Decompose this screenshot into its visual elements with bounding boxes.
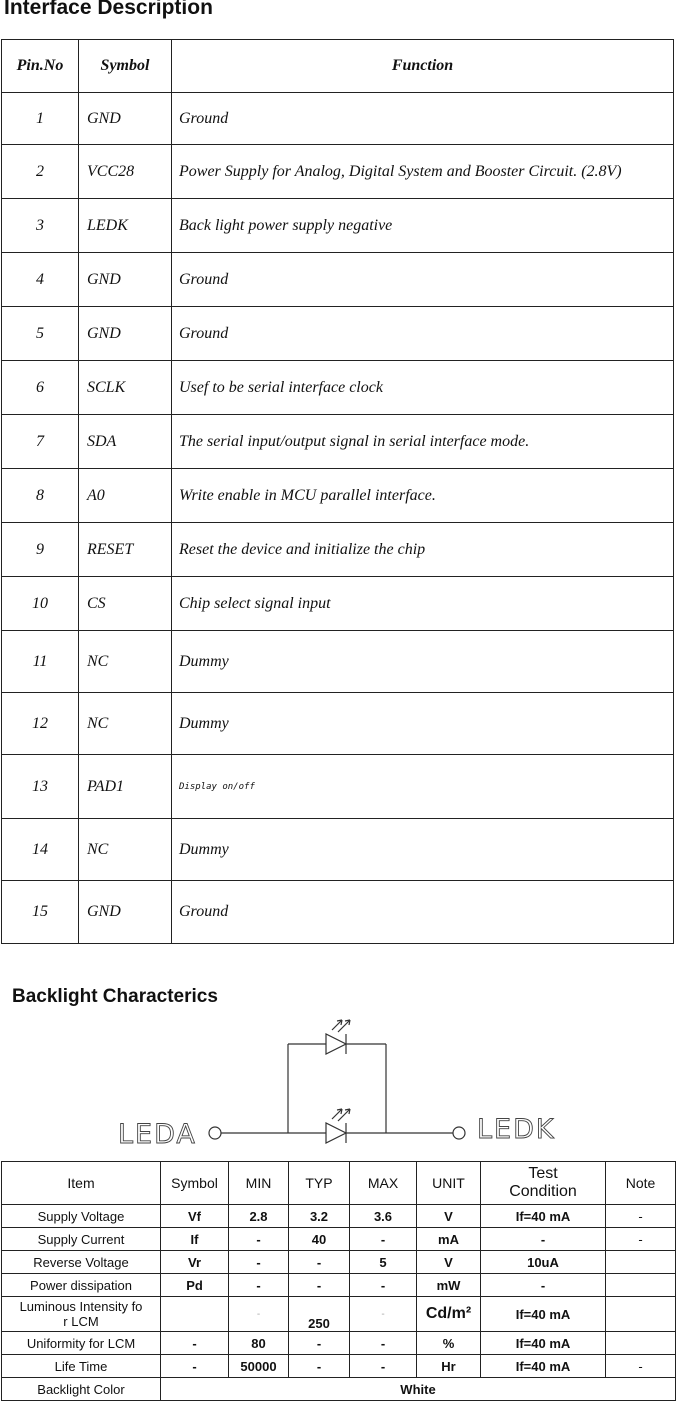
cell-symbol — [161, 1297, 229, 1332]
cell-max: - — [350, 1228, 417, 1251]
led-icon-lower — [326, 1109, 350, 1143]
header-pin: Pin.No — [2, 40, 79, 93]
color-item: Backlight Color — [2, 1378, 161, 1401]
cell-item: Supply Current — [2, 1228, 161, 1251]
pin-number: 9 — [2, 523, 79, 577]
cell-min: 50000 — [229, 1355, 289, 1378]
pin-function: Reset the device and initialize the chip — [172, 523, 674, 577]
header-typ: TYP — [289, 1162, 350, 1205]
cell-test: If=40 mA — [481, 1297, 606, 1332]
table-row — [2, 1274, 676, 1297]
cell-test: If=40 mA — [481, 1355, 606, 1378]
table-row — [2, 819, 674, 881]
table-row — [2, 253, 674, 307]
pin-symbol: GND — [79, 307, 172, 361]
pin-number: 3 — [2, 199, 79, 253]
table-row — [2, 469, 674, 523]
backlight-title: Backlight Characterics — [12, 986, 218, 1007]
leda-label: LEDA — [118, 1119, 197, 1150]
pin-symbol: NC — [79, 819, 172, 881]
pin-number: 8 — [2, 469, 79, 523]
pin-function: Ground — [172, 307, 674, 361]
header-note: Note — [606, 1162, 676, 1205]
pin-symbol: CS — [79, 577, 172, 631]
item-line1: Luminous Intensity fo — [19, 1299, 143, 1314]
table-row — [2, 755, 674, 819]
table-row — [2, 415, 674, 469]
color-value: White — [161, 1378, 676, 1401]
pin-symbol: GND — [79, 881, 172, 944]
cell-unit: Cd/m² — [417, 1297, 481, 1332]
table-row — [2, 1355, 676, 1378]
pin-function: Power Supply for Analog, Digital System and Booster Circuit. (2.8V) — [172, 145, 674, 199]
cell-max: - — [350, 1297, 417, 1332]
cell-typ: - — [289, 1251, 350, 1274]
pin-function: Dummy — [172, 693, 674, 755]
cell-unit: V — [417, 1251, 481, 1274]
table-row — [2, 145, 674, 199]
cell-item: Supply Voltage — [2, 1205, 161, 1228]
pin-number: 12 — [2, 693, 79, 755]
pin-number: 6 — [2, 361, 79, 415]
pin-number: 14 — [2, 819, 79, 881]
table-row — [2, 693, 674, 755]
cell-item — [2, 1297, 161, 1332]
cell-note — [606, 1297, 676, 1332]
backlight-header-row — [2, 1162, 676, 1205]
header-min: MIN — [229, 1162, 289, 1205]
cell-test: If=40 mA — [481, 1205, 606, 1228]
pin-number: 5 — [2, 307, 79, 361]
pin-function: Ground — [172, 253, 674, 307]
cell-unit: Hr — [417, 1355, 481, 1378]
table-row — [2, 1297, 676, 1332]
pin-number: 7 — [2, 415, 79, 469]
interface-table — [1, 39, 674, 944]
table-row — [2, 577, 674, 631]
pin-symbol: LEDK — [79, 199, 172, 253]
cell-item: Power dissipation — [2, 1274, 161, 1297]
cell-symbol: Vf — [161, 1205, 229, 1228]
cell-symbol: - — [161, 1332, 229, 1355]
pin-function: Ground — [172, 881, 674, 944]
header-max: MAX — [350, 1162, 417, 1205]
cell-min: - — [229, 1251, 289, 1274]
cell-max: - — [350, 1355, 417, 1378]
leda-terminal — [209, 1127, 221, 1139]
pin-symbol: GND — [79, 93, 172, 145]
pin-function: Dummy — [172, 819, 674, 881]
pin-function: The serial input/output signal in serial interface mode. — [172, 415, 674, 469]
pin-function: Ground — [172, 93, 674, 145]
cell-symbol: Vr — [161, 1251, 229, 1274]
ledk-label: LEDK — [477, 1114, 556, 1145]
table-row — [2, 523, 674, 577]
pin-number: 13 — [2, 755, 79, 819]
header-unit: UNIT — [417, 1162, 481, 1205]
cell-max: 3.6 — [350, 1205, 417, 1228]
cell-test: 10uA — [481, 1251, 606, 1274]
interface-header-row — [2, 40, 674, 93]
cell-unit: % — [417, 1332, 481, 1355]
header-function: Function — [172, 40, 674, 93]
pin-number: 1 — [2, 93, 79, 145]
pin-number: 4 — [2, 253, 79, 307]
header-symbol: Symbol — [79, 40, 172, 93]
table-row — [2, 1228, 676, 1251]
cell-typ: 3.2 — [289, 1205, 350, 1228]
pin-symbol: SCLK — [79, 361, 172, 415]
cell-min: - — [229, 1297, 289, 1332]
pin-symbol: A0 — [79, 469, 172, 523]
cell-test: - — [481, 1228, 606, 1251]
table-row — [2, 199, 674, 253]
table-row — [2, 1205, 676, 1228]
pin-symbol: NC — [79, 631, 172, 693]
pin-symbol: PAD1 — [79, 755, 172, 819]
cell-max: - — [350, 1332, 417, 1355]
cell-unit: mW — [417, 1274, 481, 1297]
cell-max: - — [350, 1274, 417, 1297]
cell-unit: mA — [417, 1228, 481, 1251]
cell-note — [606, 1332, 676, 1355]
cell-typ: - — [289, 1355, 350, 1378]
backlight-table — [1, 1161, 676, 1401]
header-item: Item — [2, 1162, 161, 1205]
header-test-line2: Condition — [509, 1183, 577, 1200]
header-symbol: Symbol — [161, 1162, 229, 1205]
ledk-terminal — [453, 1127, 465, 1139]
cell-typ: - — [289, 1274, 350, 1297]
cell-typ: - — [289, 1332, 350, 1355]
pin-function: Dummy — [172, 631, 674, 693]
cell-symbol: If — [161, 1228, 229, 1251]
pin-symbol: GND — [79, 253, 172, 307]
cell-item: Reverse Voltage — [2, 1251, 161, 1274]
cell-item: Uniformity for LCM — [2, 1332, 161, 1355]
pin-function: Usef to be serial interface clock — [172, 361, 674, 415]
cell-note — [606, 1274, 676, 1297]
table-row — [2, 307, 674, 361]
pin-symbol: NC — [79, 693, 172, 755]
pin-symbol: SDA — [79, 415, 172, 469]
table-row — [2, 93, 674, 145]
cell-unit: V — [417, 1205, 481, 1228]
cell-item: Life Time — [2, 1355, 161, 1378]
header-test-condition — [481, 1162, 606, 1205]
cell-note: - — [606, 1355, 676, 1378]
pin-function: Back light power supply negative — [172, 199, 674, 253]
pin-symbol: RESET — [79, 523, 172, 577]
table-row — [2, 1251, 676, 1274]
cell-min: 2.8 — [229, 1205, 289, 1228]
cell-test: - — [481, 1274, 606, 1297]
table-row — [2, 361, 674, 415]
table-row — [2, 881, 674, 944]
cell-typ: 40 — [289, 1228, 350, 1251]
table-row — [2, 1332, 676, 1355]
pin-function: Display on/off — [172, 755, 674, 819]
header-test-line1: Test — [528, 1165, 558, 1182]
cell-min: - — [229, 1228, 289, 1251]
backlight-color-row — [2, 1378, 676, 1401]
pin-number: 10 — [2, 577, 79, 631]
led-icon-upper — [326, 1020, 350, 1054]
pin-function: Write enable in MCU parallel interface. — [172, 469, 674, 523]
item-line2: r LCM — [63, 1314, 99, 1329]
cell-note — [606, 1251, 676, 1274]
pin-number: 15 — [2, 881, 79, 944]
cell-note: - — [606, 1205, 676, 1228]
backlight-circuit-diagram — [0, 1010, 677, 1160]
table-row — [2, 631, 674, 693]
cell-test: If=40 mA — [481, 1332, 606, 1355]
pin-number: 2 — [2, 145, 79, 199]
cell-symbol: - — [161, 1355, 229, 1378]
cell-min: - — [229, 1274, 289, 1297]
cell-min: 80 — [229, 1332, 289, 1355]
cell-max: 5 — [350, 1251, 417, 1274]
cell-symbol: Pd — [161, 1274, 229, 1297]
cell-note: - — [606, 1228, 676, 1251]
cell-typ: 250 — [289, 1297, 350, 1332]
pin-number: 11 — [2, 631, 79, 693]
pin-symbol: VCC28 — [79, 145, 172, 199]
pin-function: Chip select signal input — [172, 577, 674, 631]
interface-title: Interface Description — [4, 0, 213, 19]
